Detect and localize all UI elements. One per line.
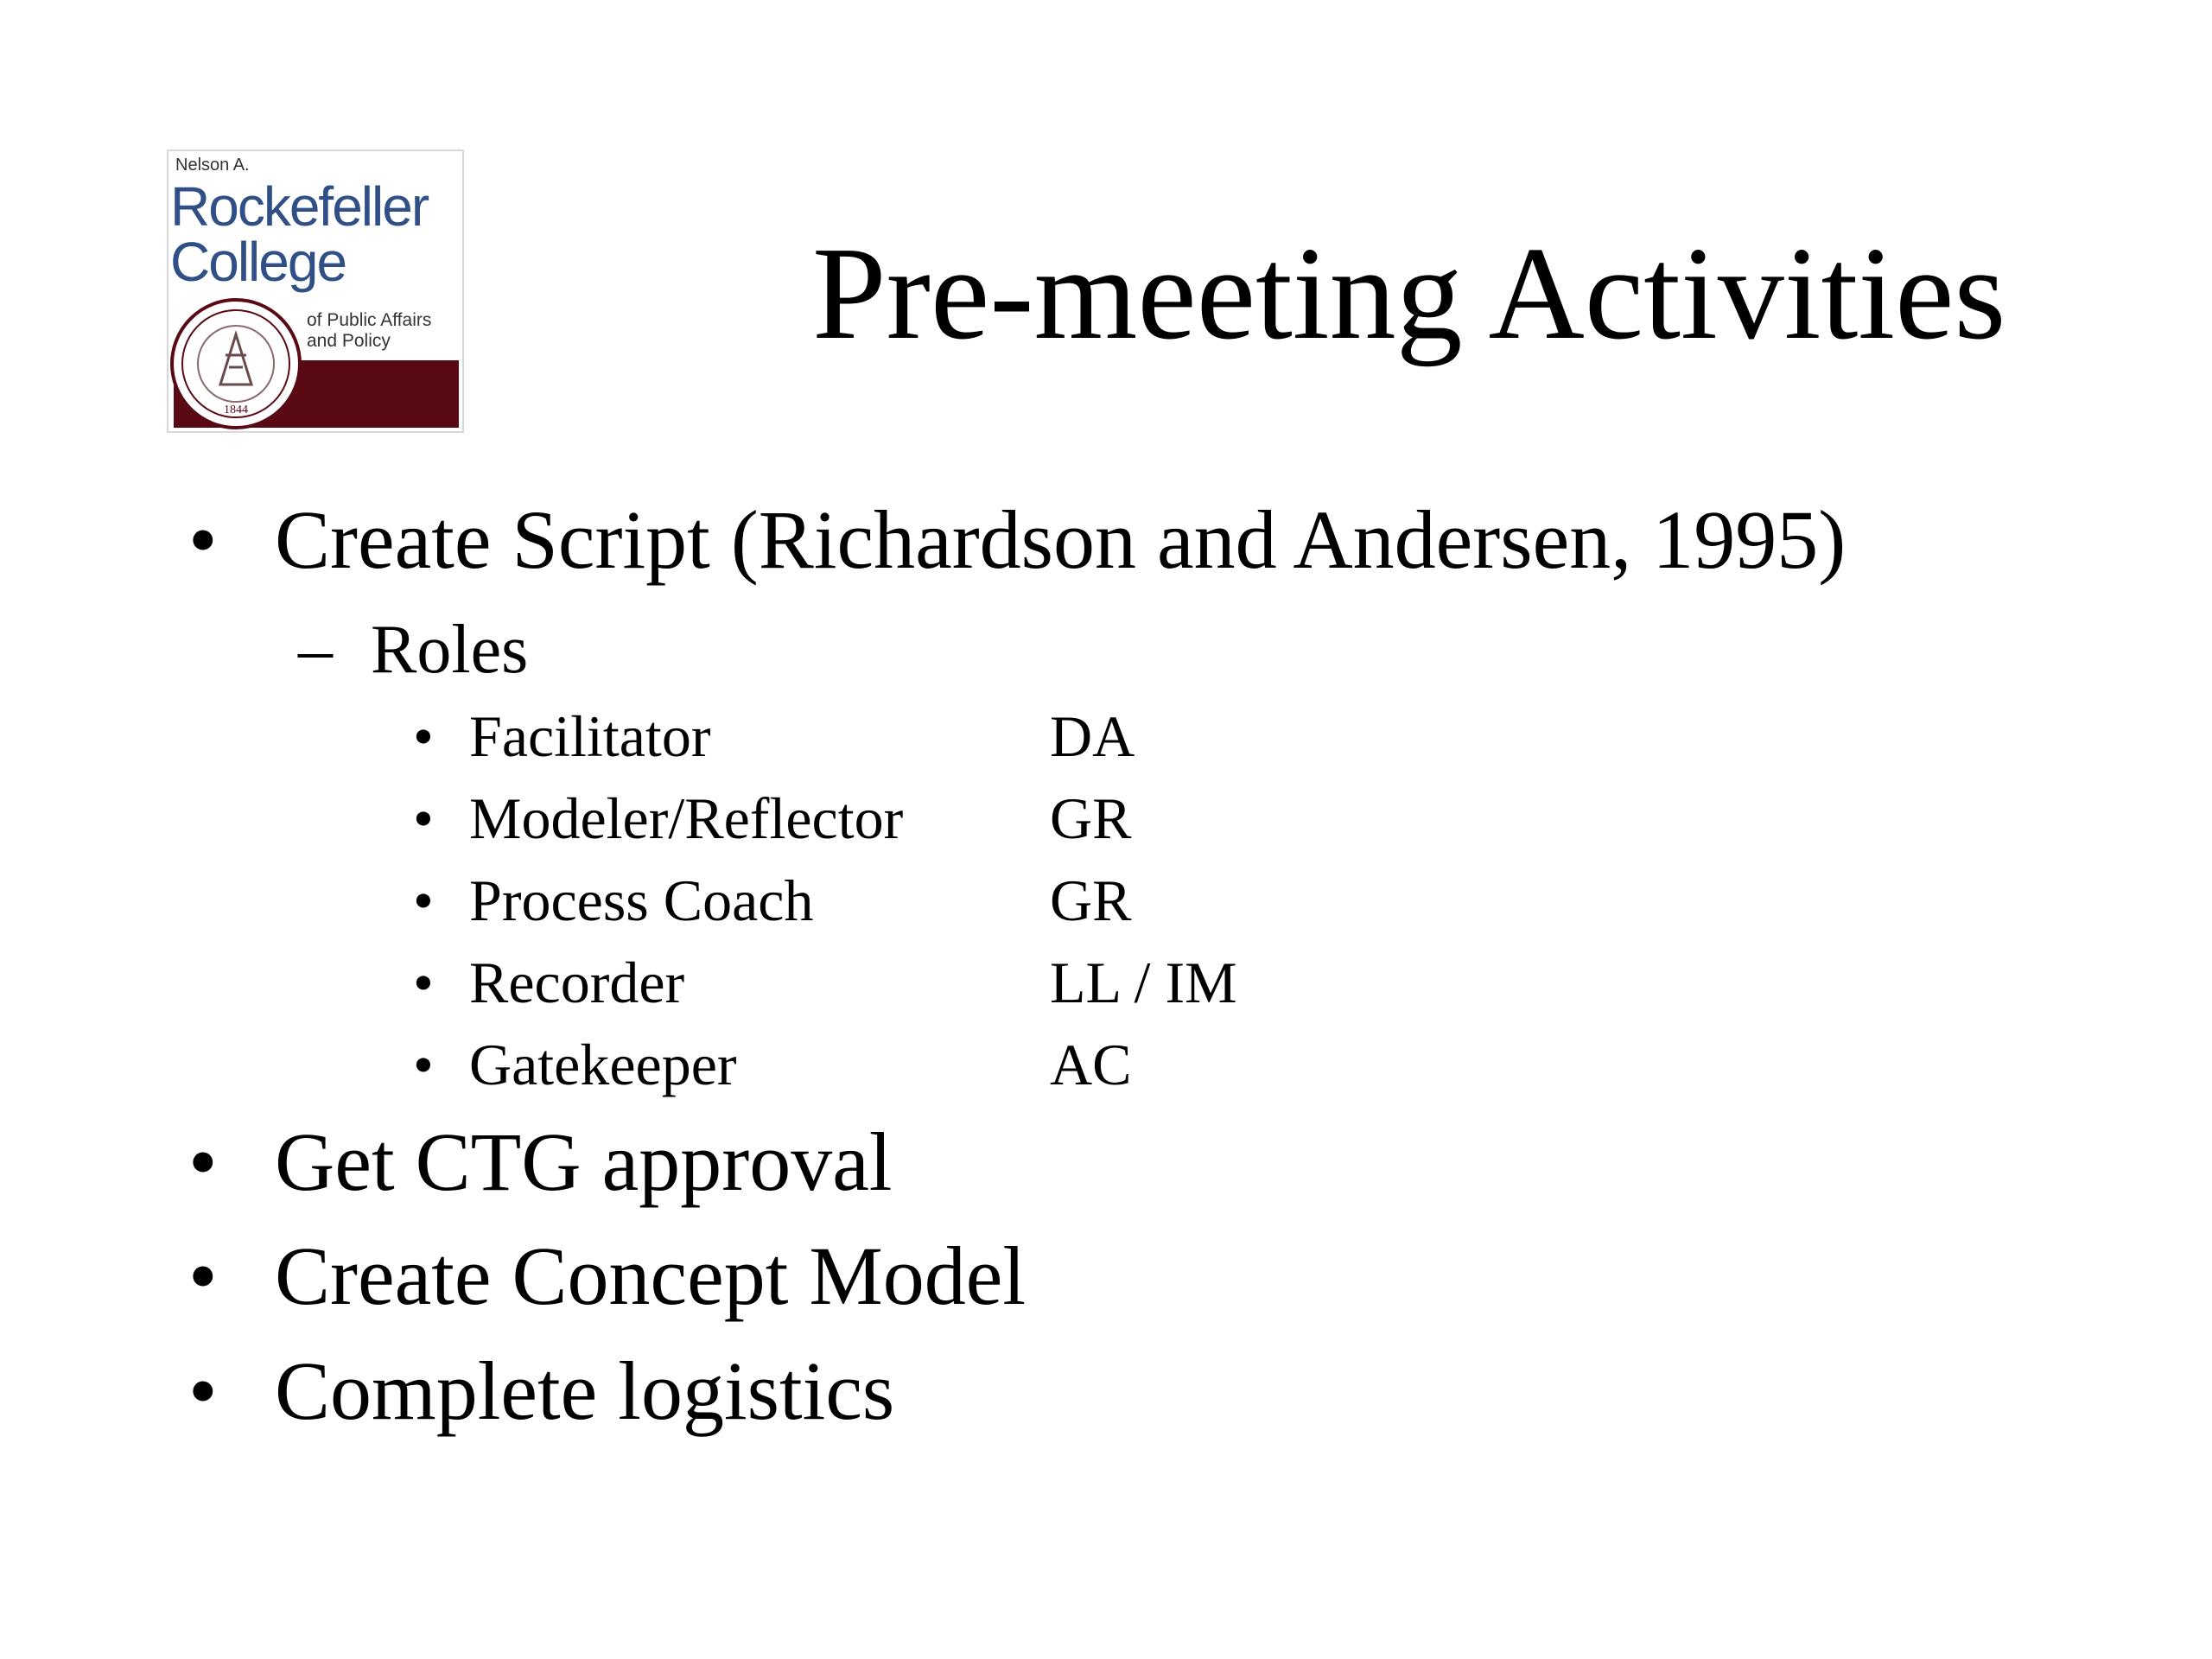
university-seal-icon: [172, 300, 300, 428]
role-name: Recorder: [469, 950, 685, 1015]
slide-title: Pre-meeting Activities: [812, 220, 2006, 367]
role-name: Gatekeeper: [469, 1032, 737, 1097]
bullet-icon: •: [188, 1116, 218, 1208]
college-logo: [167, 149, 464, 433]
college-logo-image: [168, 151, 462, 431]
logo-line-1: Rockefeller: [170, 175, 429, 238]
logo-small-text: Nelson A.: [175, 156, 250, 175]
bullet-icon: •: [413, 785, 434, 851]
role-assignee: GR: [1050, 785, 1132, 851]
bullet-icon: •: [413, 868, 434, 933]
logo-sub-2: and Policy: [307, 331, 391, 351]
dash-icon: –: [298, 612, 333, 688]
bullet-text: Complete logistics: [275, 1344, 895, 1437]
bullet-text: Get CTG approval: [275, 1116, 893, 1208]
sub-item-text: Roles: [371, 612, 529, 688]
role-assignee: AC: [1050, 1032, 1132, 1097]
bullet-icon: •: [188, 1344, 218, 1437]
bullet-icon: •: [413, 1032, 434, 1097]
bullet-text: Create Concept Model: [275, 1230, 1027, 1322]
seal-year: 1844: [224, 404, 248, 416]
role-name: Facilitator: [469, 703, 711, 769]
logo-sub-1: of Public Affairs: [307, 310, 432, 330]
bullet-icon: •: [413, 950, 434, 1015]
bullet-icon: •: [413, 703, 434, 769]
bullet-icon: •: [188, 1230, 218, 1322]
bullet-icon: •: [188, 493, 218, 586]
bullet-text: Create Script (Richardson and Andersen, 1995): [275, 493, 1847, 586]
role-assignee: LL / IM: [1050, 950, 1237, 1015]
role-assignee: GR: [1050, 868, 1132, 933]
logo-line-2: College: [170, 231, 346, 293]
role-name: Modeler/Reflector: [469, 785, 904, 851]
role-assignee: DA: [1050, 703, 1135, 769]
role-name: Process Coach: [469, 868, 814, 933]
